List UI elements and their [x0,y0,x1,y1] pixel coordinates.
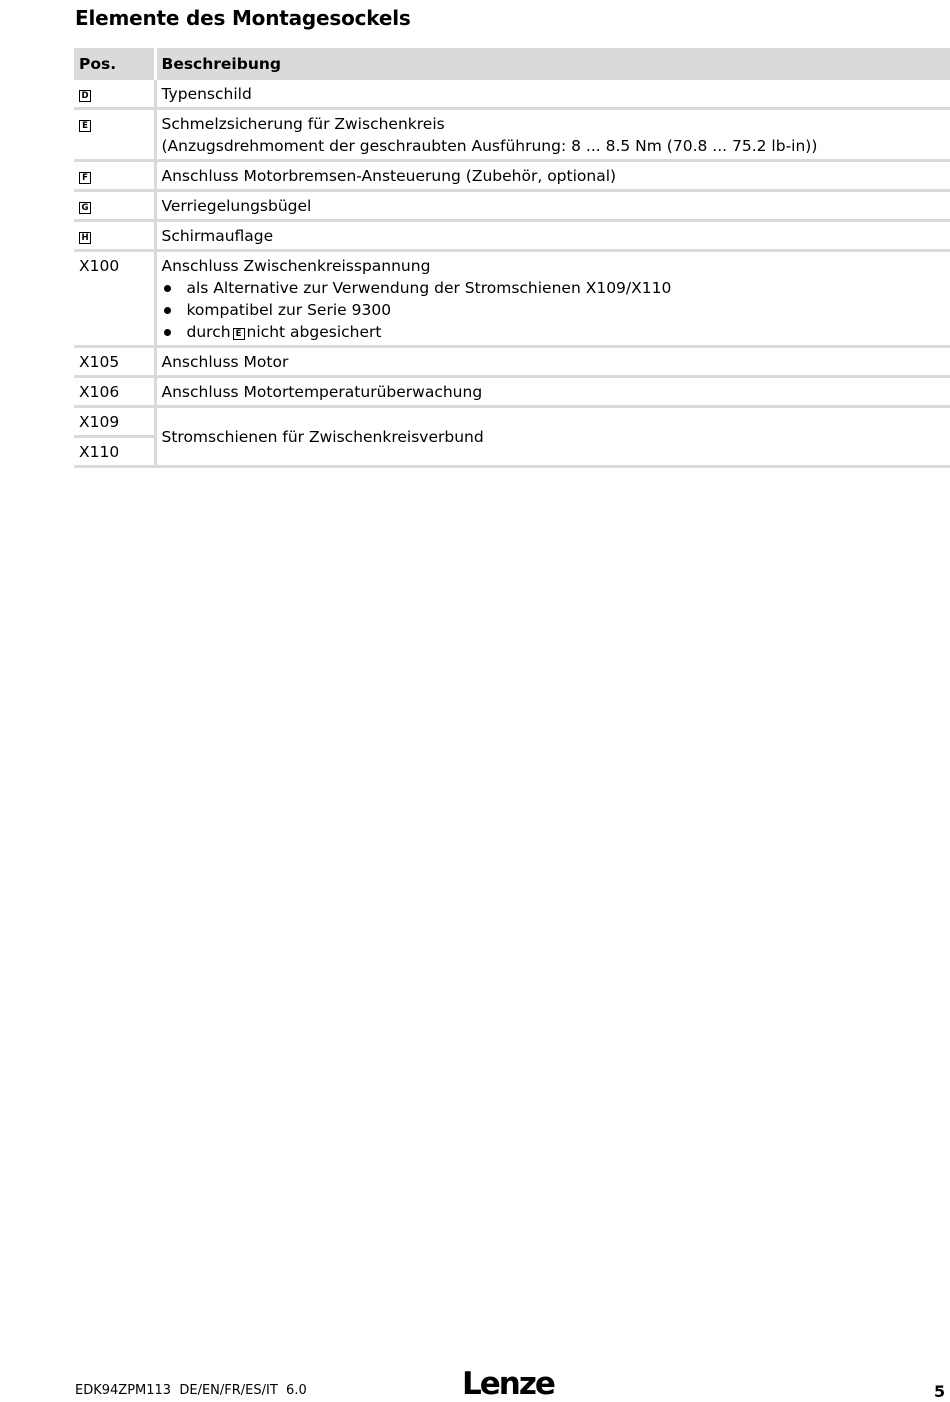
parts-table [74,48,950,468]
key-box-f: F [79,172,91,184]
row-description: Anschluss Motorbremsen-Ansteuerung (Zubehör, optional) [155,161,950,191]
row-pos: X110 [74,437,155,467]
row-description: Anschluss Motor [155,347,950,377]
row-description [155,251,950,347]
table-row [74,251,950,347]
row-description: Verriegelungsbügel [155,191,950,221]
key-box-d: D [79,90,91,102]
row-description: Schirmauflage [155,221,950,251]
bullet-icon [164,307,171,314]
page-number: 5 [934,1382,946,1401]
header-description: Beschreibung [155,48,950,80]
row-pos: X100 [74,251,155,347]
row-pos: X106 [74,377,155,407]
row-description-line: Anschluss Zwischenkreisspannung [161,257,431,275]
table-row [74,377,950,407]
row-description: Typenschild [155,80,950,109]
key-box-e: E [79,120,91,132]
row-description-line: Schmelzsicherung für Zwischenkreis [161,115,445,133]
row-pos: X109 [74,407,155,437]
table-row [74,407,950,437]
list-item: als Alternative zur Verwendung der Stromschienen X109/X110 [162,277,946,299]
footer-document-id [75,1383,307,1398]
bullet-icon [164,285,171,292]
bullet-list [162,277,946,343]
page-title: Elemente des Montagesockels [75,6,411,30]
bullet-icon [164,329,171,336]
table-header-row [74,48,950,80]
lenze-logo: Lenze [462,1366,554,1402]
table-row [74,191,950,221]
list-item: durch E nicht abgesichert [162,321,946,343]
header-pos: Pos. [74,48,155,80]
row-description-note: (Anzugsdrehmoment der geschraubten Ausführung: 8 ... 8.5 Nm (70.8 ... 75.2 lb-in)) [161,137,818,155]
footer-doc-number: EDK94ZPM113 [75,1383,172,1398]
footer-languages: DE/EN/FR/ES/IT [179,1383,278,1398]
list-item: kompatibel zur Serie 9300 [162,299,946,321]
row-description: Anschluss Motortemperaturüberwachung [155,377,950,407]
row-description [155,109,950,161]
key-box-e: E [233,328,245,340]
key-box-h: H [79,232,91,244]
table-row [74,109,950,161]
table-row [74,221,950,251]
table-row [74,347,950,377]
row-description-merged: Stromschienen für Zwischenkreisverbund [155,407,950,467]
row-pos: X105 [74,347,155,377]
key-box-g: G [79,202,91,214]
footer-version: 6.0 [286,1383,307,1398]
table-row [74,161,950,191]
table-row [74,80,950,109]
